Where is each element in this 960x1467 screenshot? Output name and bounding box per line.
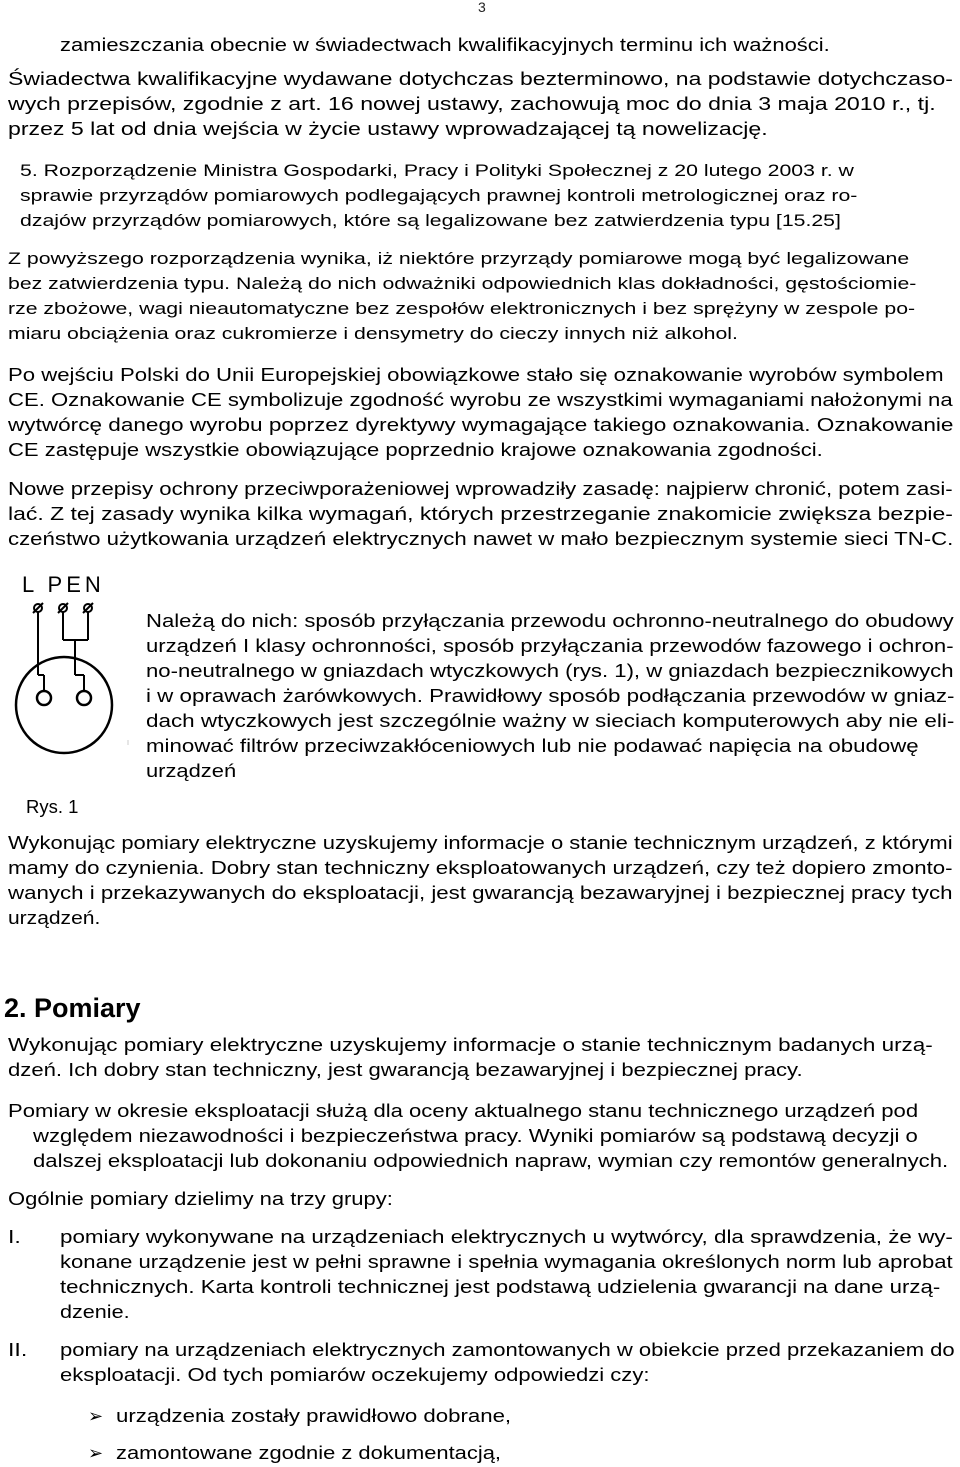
- socket-diagram-icon: [8, 570, 138, 780]
- text-line: technicznych. Karta kontroli technicznej jest podstawą udzielenia gwarancji na dane urzą-: [60, 1276, 941, 1297]
- text-line: Wykonując pomiary elektryczne uzyskujemy informacje o stanie technicznym urządzeń, z którymi: [8, 832, 953, 853]
- text-line: wanych i przekazywanych do eksploatacji, jest gwarancją bezawaryjnej i bezpiecznej pracy tych: [8, 882, 953, 903]
- text-line: mamy do czynienia. Dobry stan techniczny eksploatowanych urządzeń, czy też dopiero zmonto-: [8, 857, 953, 878]
- text-line: Świadectwa kwalifikacyjne wydawane dotychczas bezterminowo, na podstawie dotychczaso-: [8, 68, 953, 89]
- text-line: urządzeń.: [8, 907, 101, 928]
- text-line: Wykonując pomiary elektryczne uzyskujemy informacje o stanie technicznym badanych urzą-: [8, 1034, 933, 1055]
- text-line: dzeń. Ich dobry stan techniczny, jest gwarancją bezawaryjnej i bezpiecznej pracy.: [8, 1059, 803, 1080]
- text-line: dzenie.: [60, 1301, 130, 1322]
- text-line: miaru obciążenia oraz cukromierze i densymetry do cieczy innych niż alkohol.: [8, 324, 738, 343]
- text-line: no-neutralnego w gniazdach wtyczkowych (rys. 1), w gniazdach bezpiecznikowych: [146, 660, 954, 681]
- text-line: CE zastępuje wszystkie obowiązujące poprzednio krajowe oznakowania zgodności.: [8, 439, 823, 460]
- text-line: CE. Oznakowanie CE symbolizuje zgodność wyrobu ze wszystkimi wymaganiami nałożonymi na: [8, 389, 953, 410]
- text-line: zamontowane zgodnie z dokumentacją,: [116, 1442, 501, 1463]
- text-line: dzajów przyrządów pomiarowych, które są legalizowane bez zatwierdzenia typu [15.25]: [20, 211, 841, 230]
- text-line: pomiary wykonywane na urządzeniach elektrycznych u wytwórcy, dla sprawdzenia, że wy-: [60, 1226, 953, 1247]
- text-line: czeństwo użytkowania urządzeń elektrycznych nawet w mało bezpiecznym systemie sieci TN-C.: [8, 528, 954, 549]
- text-line: Ogólnie pomiary dzielimy na trzy grupy:: [8, 1188, 393, 1209]
- text-line: Należą do nich: sposób przyłączania przewodu ochronno-neutralnego do obudowy: [146, 610, 954, 631]
- figure-labels: L PEN: [22, 572, 105, 597]
- text-line: urządzenia zostały prawidłowo dobrane,: [116, 1405, 512, 1426]
- text-line: eksploatacji. Od tych pomiarów oczekujemy odpowiedzi czy:: [60, 1364, 650, 1385]
- text-line: minować filtrów przeciwzakłóceniowych lub nie podawać napięcia na obudowę: [146, 735, 919, 756]
- text-line: Nowe przepisy ochrony przeciwporażeniowej wprowadziły zasadę: najpierw chronić, potem zasi-: [8, 478, 953, 499]
- section-heading: 2. Pomiary: [4, 993, 141, 1023]
- figure-caption: Rys. 1: [26, 796, 79, 817]
- bullet-arrow-icon: ➢: [88, 1443, 104, 1463]
- text-line: Pomiary w okresie eksploatacji służą dla oceny aktualnego stanu technicznego urządzeń pod: [8, 1100, 919, 1121]
- text-line: II.: [8, 1339, 28, 1360]
- text-line: Z powyższego rozporządzenia wynika, iż niektóre przyrządy pomiarowe mogą być legalizowane: [8, 249, 910, 268]
- text-line: 5. Rozporządzenie Ministra Gospodarki, Pracy i Polityki Społecznej z 20 lutego 2003 r. w: [20, 161, 854, 180]
- text-line: wytwórcę danego wyrobu poprzez dyrektywy wymagające takiego oznakowania. Oznakowanie: [8, 414, 954, 435]
- text-line: urządzeń: [146, 760, 237, 781]
- text-line: lać. Z tej zasady wynika kilka wymagań, których przestrzeganie znakomicie zwiększa bezpie-: [8, 503, 953, 524]
- bullet-arrow-icon: ➢: [88, 1406, 104, 1426]
- text-line: Po wejściu Polski do Unii Europejskiej obowiązkowe stało się oznakowanie wyrobów symbolem: [8, 364, 944, 385]
- text-line: rze zbożowe, wagi nieautomatyczne bez zespołów elektronicznych i bez sprężyny w zespole po-: [8, 299, 916, 318]
- text-line: i w oprawach żarówkowych. Prawidłowy sposób podłączania przewodów w gniaz-: [146, 685, 955, 706]
- text-line: konane urządzenie jest w pełni sprawne i spełnia wymagania określonych norm lub aprobat: [60, 1251, 953, 1272]
- text-line: zamieszczania obecnie w świadectwach kwalifikacyjnych terminu ich ważności.: [60, 34, 830, 55]
- text-line: sprawie przyrządów pomiarowych podlegających prawnej kontroli metrologicznej oraz ro-: [20, 186, 858, 205]
- text-line: bez zatwierdzenia typu. Należą do nich odważniki odpowiednich klas dokładności, gęstościomie-: [8, 274, 917, 293]
- text-line: pomiary na urządzeniach elektrycznych zamontowanych w obiekcie przed przekazaniem do: [60, 1339, 955, 1360]
- text-line: wych przepisów, zgodnie z art. 16 nowej ustawy, zachowują moc do dnia 3 maja 2010 r., tj.: [8, 93, 936, 114]
- text-line: dalszej eksploatacji lub dokonaniu odpowiednich napraw, wymian czy remontów generalnych.: [33, 1150, 949, 1171]
- text-line: urządzeń I klasy ochronności, sposób przyłączania przewodów fazowego i ochron-: [146, 635, 954, 656]
- text-line: względem niezawodności i bezpieczeństwa pracy. Wyniki pomiarów są podstawą decyzji o: [33, 1125, 918, 1146]
- text-line: przez 5 lat od dnia wejścia w życie ustawy wprowadzającej tą nowelizację.: [8, 118, 768, 139]
- text-line: I.: [8, 1226, 21, 1247]
- page-number: 3: [478, 0, 486, 15]
- text-line: dach wtyczkowych jest szczególnie ważny w sieciach komputerowych aby nie eli-: [146, 710, 955, 731]
